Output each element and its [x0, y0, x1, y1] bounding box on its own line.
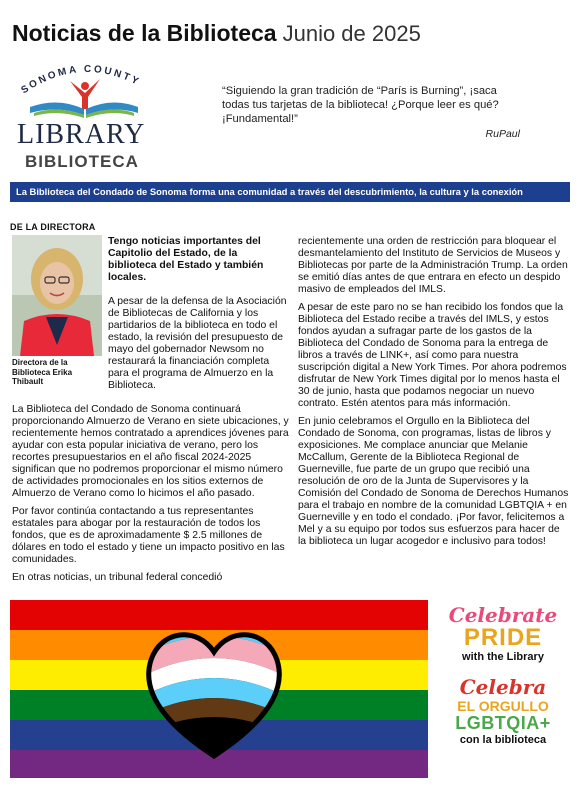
- quote-author: RuPaul: [485, 128, 520, 140]
- director-photo: [12, 235, 102, 356]
- logo-biblioteca-word: BIBLIOTECA: [25, 152, 139, 171]
- section-heading: DE LA DIRECTORA: [10, 222, 96, 232]
- pride-text: PRIDE: [463, 624, 543, 651]
- newsletter-date: Junio de 2025: [282, 21, 421, 46]
- article-left-column: [12, 404, 290, 590]
- article-paragraph: En junio celebramos el Orgullo en la Biblioteca del Condado de Sonoma, con programas, listas de libros y exposiciones. Me complace anunciar que Melanie McCallum, Gerente de la Biblioteca Regional de Guerneville, fue parte de un grupo que recibió una resolución de oro de la Junta de Supervisores y la Comisión del Condado de Sonoma de Derechos Humanos para el trabajo en nombre de la comunidad LGBTQIA + en Guerneville y en todo el condado. ¡Por favor, felicitemos a Mel y a su equipo por todos sus esfuerzos para hacer de la biblioteca un lugar acogedor e inclusivo para todos!: [298, 416, 569, 547]
- library-logo: [8, 55, 158, 173]
- heart-icon: [139, 616, 289, 766]
- celebra-text: Celebra: [459, 675, 547, 699]
- pride-celebration-graphic: [436, 604, 570, 780]
- article-paragraph: Por favor continúa contactando a tus representantes estatales para abogar por la restauración de todos los fondos, que es de aproximadamente $ 2.5 millones de dólares en todo el estado y tiene un impacto positivo en las comunidades.: [12, 506, 285, 565]
- logo-graphic: [8, 55, 158, 121]
- article-intro: A pesar de la defensa de la Asociación de Bibliotecas de California y los partidarios de la biblioteca en todo el estado, la revisión del presupuesto de mayo del gobernador Newsom no restaurará la financiación completa para el programa de Almuerzo en la Biblioteca.: [108, 296, 287, 391]
- logo-figure-head: [81, 82, 89, 90]
- article-paragraph: recientemente una orden de restricción para bloquear el desmantelamiento del Instituto de Servicios de Museos y Bibliotecas por parte de la Administración Trump. La orden se emitió días antes de que entrara en efecto un despido masivo de empleados del IMLS.: [298, 236, 568, 295]
- article-right-column: [298, 236, 570, 554]
- mission-banner: La Biblioteca del Condado de Sonoma forma una comunidad a través del descubrimiento, la cultura y la conexión: [10, 182, 570, 202]
- newsletter-header: [12, 20, 568, 50]
- logo-arc-text: SONOMA COUNTY: [19, 63, 143, 97]
- with-library-text: with the Library: [462, 651, 544, 663]
- article-headline: Tengo noticias importantes del Capitolio del Estado, de la biblioteca del Estado y también locales.: [108, 236, 264, 283]
- el-orgullo-text: EL ORGULLO: [457, 698, 549, 714]
- featured-quote: “Siguiendo la gran tradición de “París is Burning”, ¡saca todas tus tarjetas de la biblioteca! ¿Porque leer es qué? ¡Fundamental!”: [222, 85, 499, 125]
- con-biblioteca-text: con la biblioteca: [459, 734, 547, 746]
- newsletter-title: Noticias de la Biblioteca: [12, 20, 277, 46]
- article-paragraph: En otras noticias, un tribunal federal concedió: [12, 572, 223, 583]
- pride-flag-image: [10, 600, 428, 778]
- logo-library-word: LIBRARY: [17, 119, 146, 150]
- article-paragraph: A pesar de este paro no se han recibido los fondos que la Biblioteca del Estado recibe a través del IMLS, y estos fondos ayudan a sufragar parte de los gastos de la Biblioteca del Condado de Sonoma para la entrega de libros a través de LINK+, así como para nuestra suscripción digital a New York Times. Por ahora podremos disfrutar de New York Times digital por lo menos hasta el 30 de junio, hasta que podamos negociar un nuevo contrato. Estén atentos para más información.: [298, 302, 567, 409]
- photo-caption: Directora de la Biblioteca Erika Thibault: [12, 358, 73, 386]
- article-paragraph: La Biblioteca del Condado de Sonoma continuará proporcionando Almuerzo de Verano en siete ubicaciones, y recientemente hemos contratado a aprendices jóvenes para ayudar con esta popular iniciativa de verano, pero los recortes presupuestarios en el año fiscal 2024-2025 significan que no podremos proporcionar el mismo número de actividades promocionales en los sitios externos de Almuerzo de Verano como lo hicimos el año pasado.: [12, 404, 289, 499]
- lgbtqia-text: LGBTQIA+: [455, 713, 551, 733]
- celebrate-text: Celebrate: [448, 603, 558, 627]
